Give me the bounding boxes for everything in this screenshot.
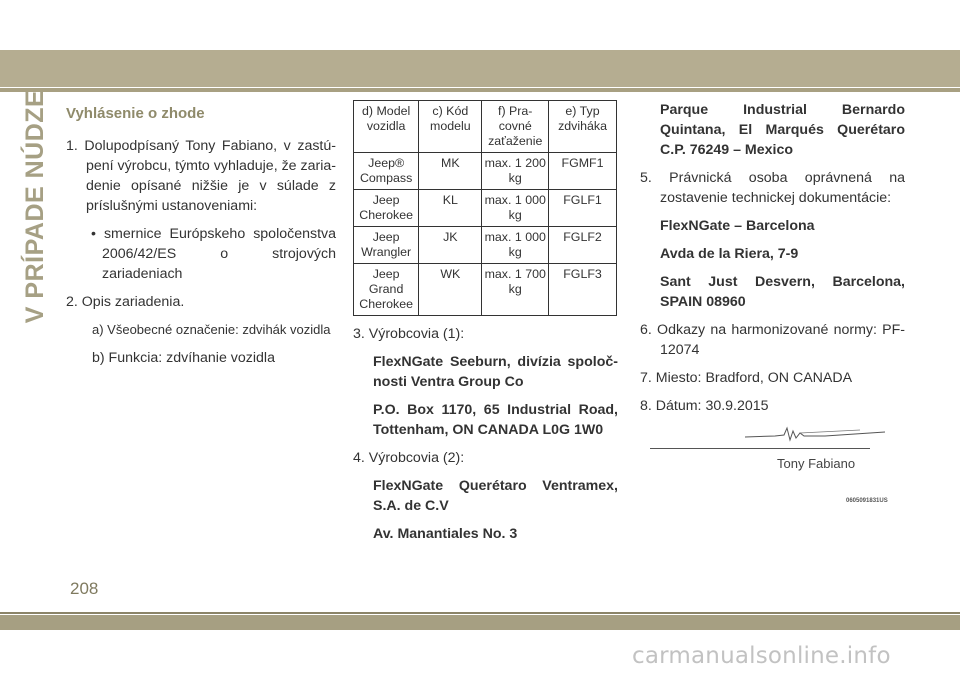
manufacturer-2-address: Av. Manantiales No. 3	[373, 526, 518, 542]
section-tab-label: V PRÍPADE NÚDZE	[21, 89, 50, 323]
table-row	[354, 227, 617, 264]
table-cell: WK	[419, 264, 482, 316]
list-item-7: 7. Miesto: Bradford, ON CANADA	[640, 370, 853, 386]
tech-doc-entity-city: Sant Just Desvern, Barcelona, SPAIN 08960	[660, 274, 905, 310]
table-row	[354, 264, 617, 316]
table-header-cell: c) Kód modelu	[419, 101, 482, 153]
signer-name: Tony Fabiano	[777, 456, 856, 471]
signature-mark	[650, 418, 900, 448]
list-item-3: 3. Výrobcovia (1):	[353, 326, 465, 342]
section-heading: Vyhlásenie o zhode	[66, 105, 205, 122]
table-cell: FGMF1	[549, 153, 617, 190]
table-cell: FGLF3	[549, 264, 617, 316]
table-cell: max. 1 000 kg	[482, 190, 549, 227]
table-cell: JK	[419, 227, 482, 264]
table-header-cell: d) Model vozidla	[354, 101, 419, 153]
sub-item-a: a) Všeobecné označenie: zdvihák vozidla	[92, 322, 331, 337]
table-row	[354, 153, 617, 190]
column-left	[66, 100, 336, 376]
table-cell: Jeep Wrangler	[354, 227, 419, 264]
list-item-1: 1. Dolupodpísaný Tony Fabiano, v zastúpení výrobcu, týmto vyhladuje, že zariadenie opísané nižšie je v súlade z príslušnými ustanoveniami:	[66, 138, 336, 214]
equipment-table	[353, 100, 617, 316]
top-margin	[0, 0, 960, 50]
table-cell: Jeep® Compass	[354, 153, 419, 190]
table-cell: KL	[419, 190, 482, 227]
manufacturer-2-name: FlexNGate Querétaro Ventramex, S.A. de C.V	[373, 478, 618, 514]
watermark: carmanualsonline.info	[632, 643, 891, 669]
list-item-8: 8. Dátum: 30.9.2015	[640, 398, 769, 414]
tech-doc-entity-street: Avda de la Riera, 7-9	[660, 246, 799, 262]
footer-rule	[0, 612, 960, 614]
table-cell: Jeep Cherokee	[354, 190, 419, 227]
manufacturer-1-address: P.O. Box 1170, 65 Industrial Road, Tottenham, ON CANADA L0G 1W0	[373, 402, 618, 438]
header-bar	[0, 50, 960, 87]
table-cell: max. 1 700 kg	[482, 264, 549, 316]
list-item-5: 5. Právnická osoba oprávnená na zostavenie technickej dokumentácie:	[640, 170, 905, 206]
table-row	[354, 190, 617, 227]
table-cell: FGLF1	[549, 190, 617, 227]
table-cell: Jeep Grand Cherokee	[354, 264, 419, 316]
table-header-row	[354, 101, 617, 153]
table-cell: MK	[419, 153, 482, 190]
document-code: 0605091831US	[846, 498, 888, 504]
bullet-directive: • smernice Európskeho spoločenstva 2006/42/ES o strojových zariadeniach	[91, 226, 336, 282]
signature-line	[650, 448, 870, 449]
column-right	[640, 100, 905, 424]
footer-bar	[0, 615, 960, 630]
table-cell: FGLF2	[549, 227, 617, 264]
column-middle	[353, 100, 618, 552]
sub-item-b: b) Funkcia: zdvíhanie vozidla	[92, 350, 275, 366]
header-rule	[0, 88, 960, 92]
page-number: 208	[70, 579, 99, 598]
table-cell: max. 1 000 kg	[482, 227, 549, 264]
list-item-4: 4. Výrobcovia (2):	[353, 450, 465, 466]
signature-block	[650, 418, 900, 513]
tech-doc-entity-name: FlexNGate – Barcelona	[660, 218, 815, 234]
list-item-2: 2. Opis zariadenia.	[66, 294, 185, 310]
table-header-cell: e) Typ zdviháka	[549, 101, 617, 153]
list-item-6: 6. Odkazy na harmonizované normy: PF-12074	[640, 322, 905, 358]
manufacturer-2-address-cont: Parque Industrial Bernardo Quintana, El Marqués Querétaro C.P. 76249 – Mexico	[660, 102, 905, 158]
manufacturer-1-name: FlexNGate Seeburn, divízia spoločnosti Ventra Group Co	[373, 354, 618, 390]
section-tab	[18, 89, 54, 323]
table-header-cell: f) Pracovné zaťaženie	[482, 101, 549, 153]
table-cell: max. 1 200 kg	[482, 153, 549, 190]
